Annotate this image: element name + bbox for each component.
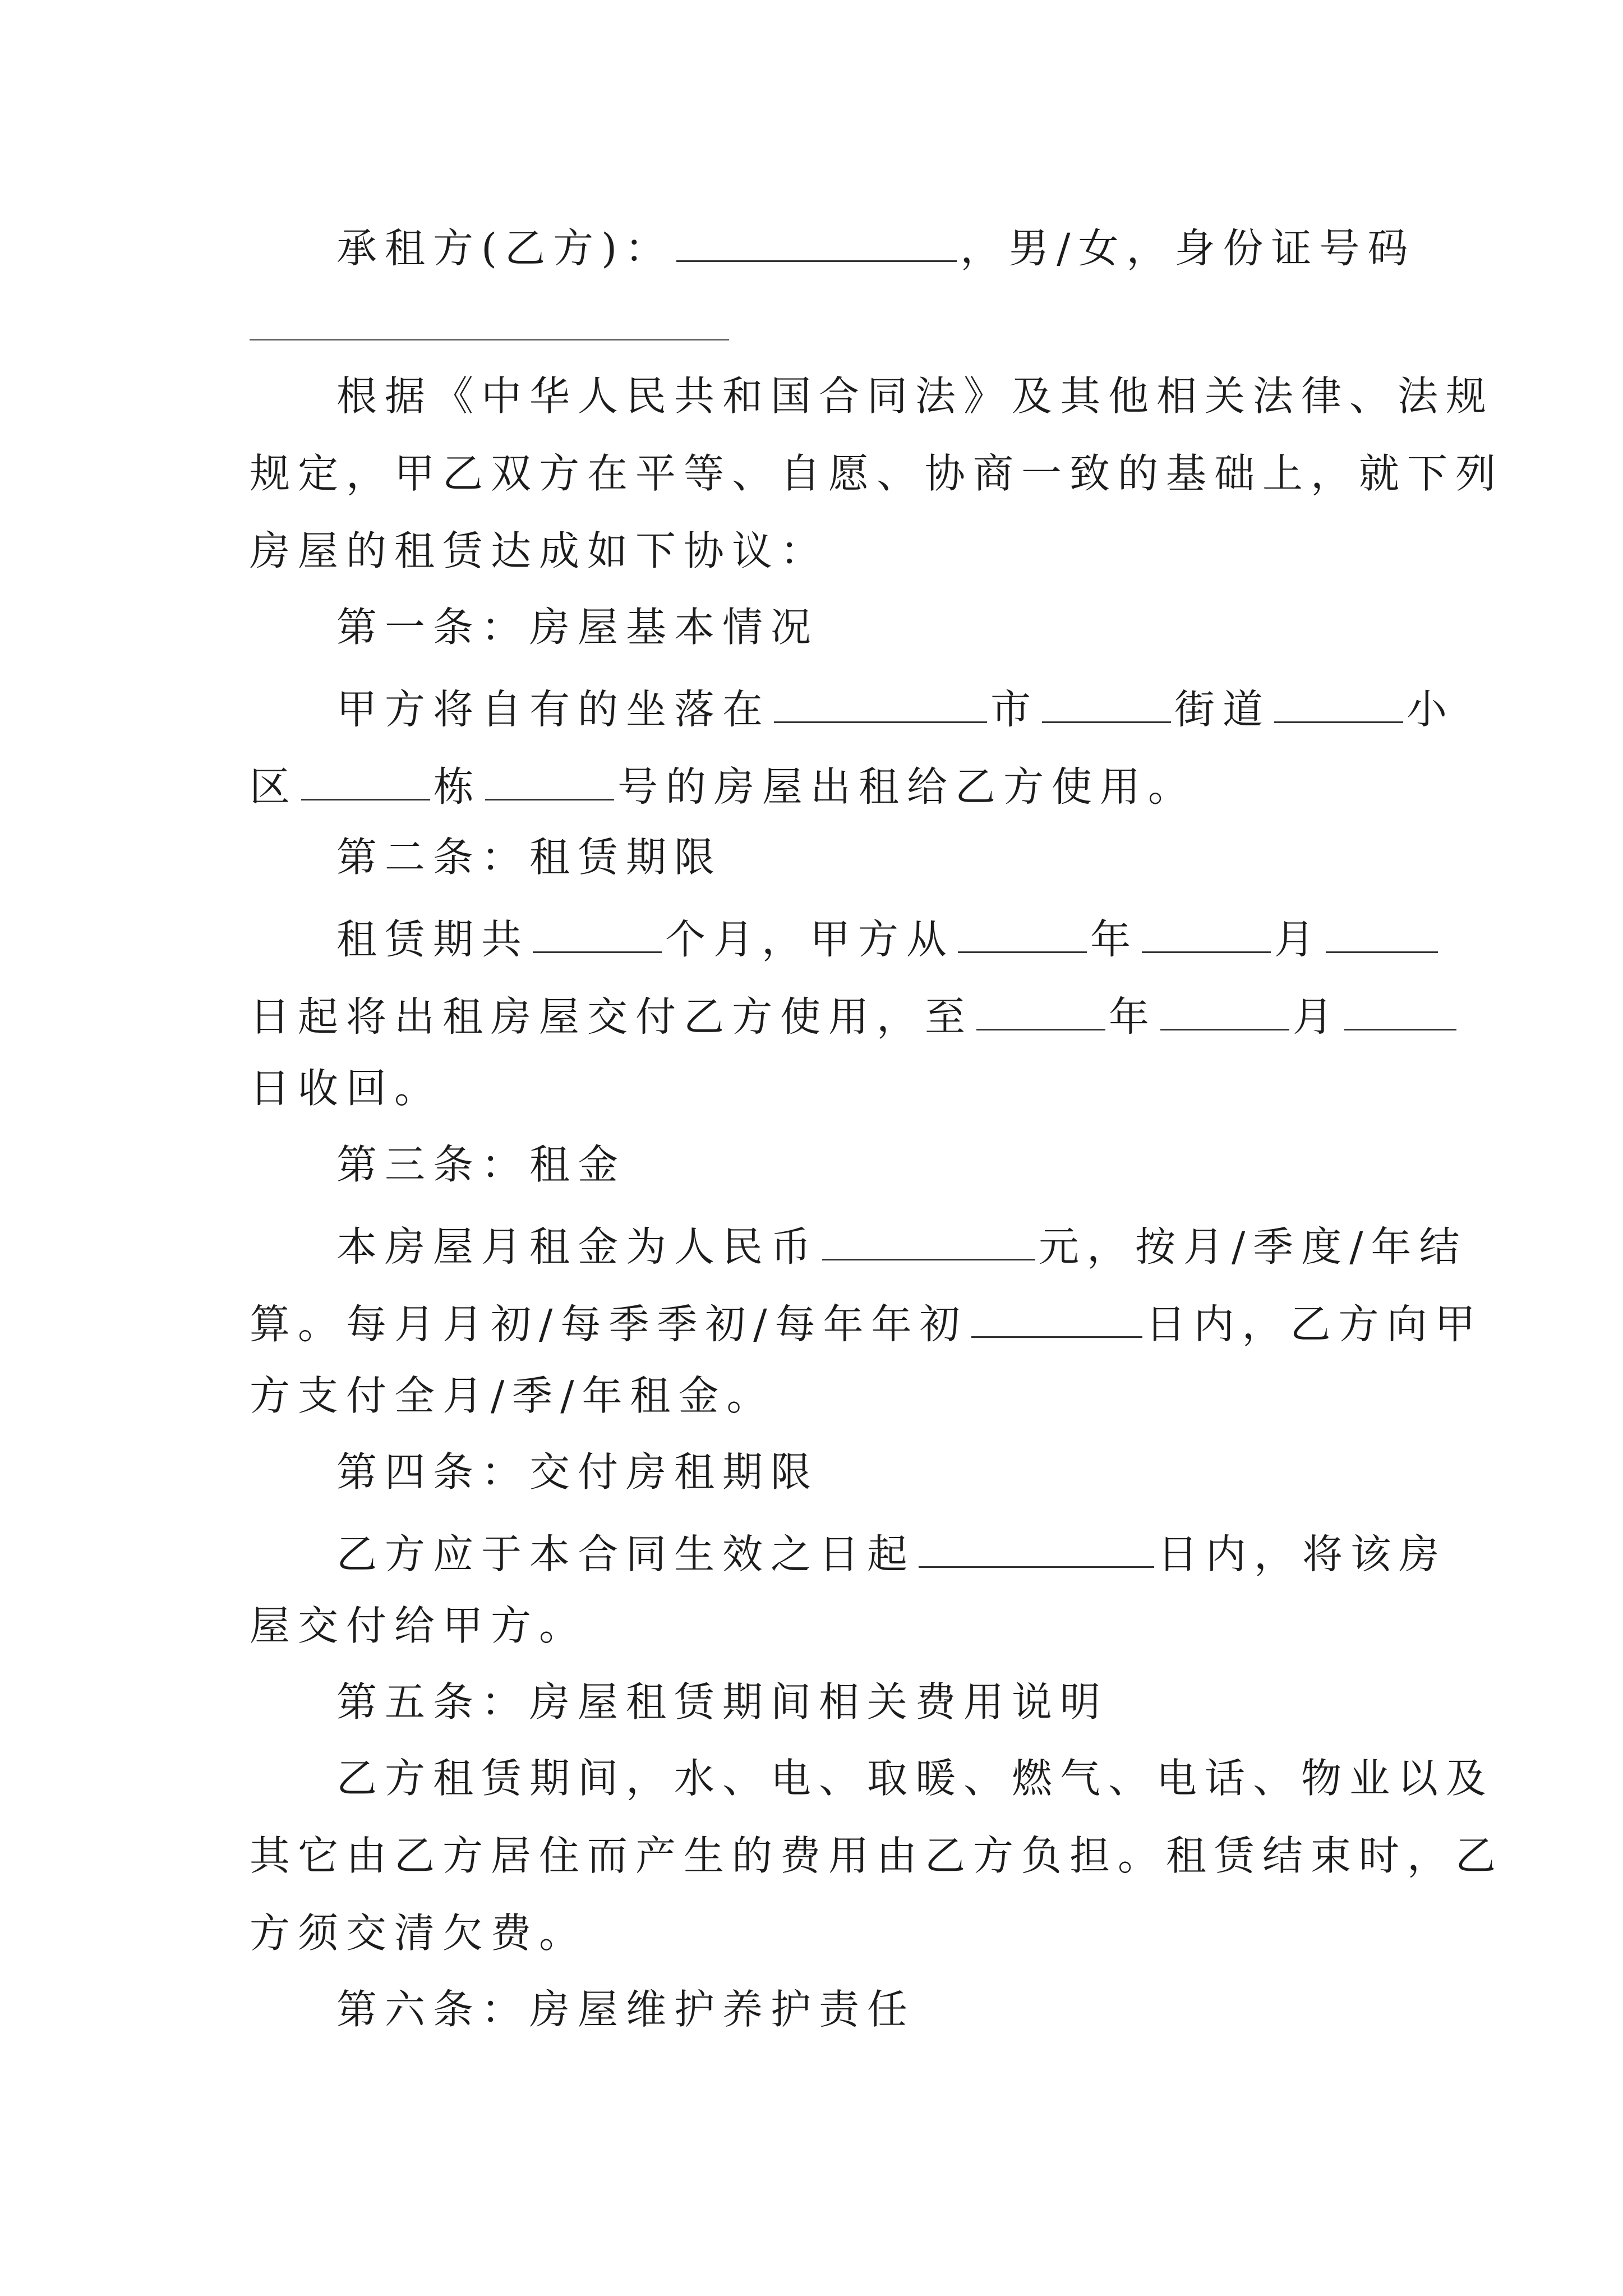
handover-days-blank[interactable] [919, 1528, 1154, 1568]
article-2-line-3: 日收回。 [250, 1065, 443, 1112]
article-3-line-3: 方支付全月/季/年租金。 [250, 1372, 775, 1419]
intro-line-1: 根据《中华人民共和国合同法》及其他相关法律、法规 [336, 372, 1495, 420]
end-year-blank[interactable] [976, 991, 1105, 1030]
tenant-gender-id-label: ，男/女，身份证号码 [960, 224, 1416, 272]
article-3-title: 第三条：租金 [336, 1141, 626, 1188]
article-1-line-2: 区 栋 号的房屋出租给乙方使用。 [250, 761, 1388, 807]
end-day-blank[interactable] [1344, 991, 1456, 1030]
article-4-line-2: 屋交付给甲方。 [250, 1602, 588, 1649]
intro-line-2: 规定，甲乙双方在平等、自愿、协商一致的基础上，就下列 [250, 450, 1504, 497]
article-4-title: 第四条：交付房租期限 [336, 1448, 819, 1496]
article-5-title: 第五条：房屋租赁期间相关费用说明 [336, 1678, 1109, 1726]
city-blank[interactable] [774, 683, 987, 723]
start-year-blank[interactable] [958, 913, 1087, 953]
community-blank[interactable] [1274, 683, 1403, 723]
tenant-line [336, 222, 1475, 272]
article-5-line-2: 其它由乙方居住而产生的费用由乙方负担。租赁结束时，乙 [250, 1832, 1504, 1879]
article-2-line-2: 日起将出租房屋交付乙方使用，至 年 月 [250, 991, 1388, 1037]
tenant-name-blank[interactable] [676, 222, 957, 262]
start-month-blank[interactable] [1142, 913, 1271, 953]
building-blank[interactable] [301, 761, 430, 800]
unit-number-blank[interactable] [485, 761, 614, 800]
article-1-title: 第一条：房屋基本情况 [336, 604, 819, 651]
monthly-rent-blank[interactable] [822, 1221, 1035, 1260]
lease-months-blank[interactable] [533, 913, 662, 953]
start-day-blank[interactable] [1326, 913, 1438, 953]
id-number-blank[interactable] [250, 339, 729, 341]
article-2-line-1: 租赁期共 个月，甲方从 年 月 [336, 913, 1475, 959]
article-6-title: 第六条：房屋维护养护责任 [336, 1986, 916, 2033]
article-3-line-2: 算。每月月初/每季季初/每年年初 日内，乙方向甲 [250, 1298, 1388, 1344]
article-5-line-1: 乙方租赁期间，水、电、取暖、燃气、电话、物业以及 [336, 1755, 1495, 1802]
article-4-line-1: 乙方应于本合同生效之日起 日内，将该房 [336, 1528, 1475, 1574]
article-1-line-1: 甲方将自有的坐落在 市 街道 小 [336, 683, 1475, 729]
tenant-label: 承租方(乙方)： [336, 224, 674, 272]
article-5-line-3: 方须交清欠费。 [250, 1910, 588, 1957]
end-month-blank[interactable] [1160, 991, 1289, 1030]
street-blank[interactable] [1042, 683, 1171, 723]
intro-line-3: 房屋的租赁达成如下协议： [250, 527, 829, 574]
article-3-line-1: 本房屋月租金为人民币 元，按月/季度/年结 [336, 1221, 1475, 1267]
payment-days-blank[interactable] [971, 1298, 1142, 1338]
article-2-title: 第二条：租赁期限 [336, 834, 723, 881]
